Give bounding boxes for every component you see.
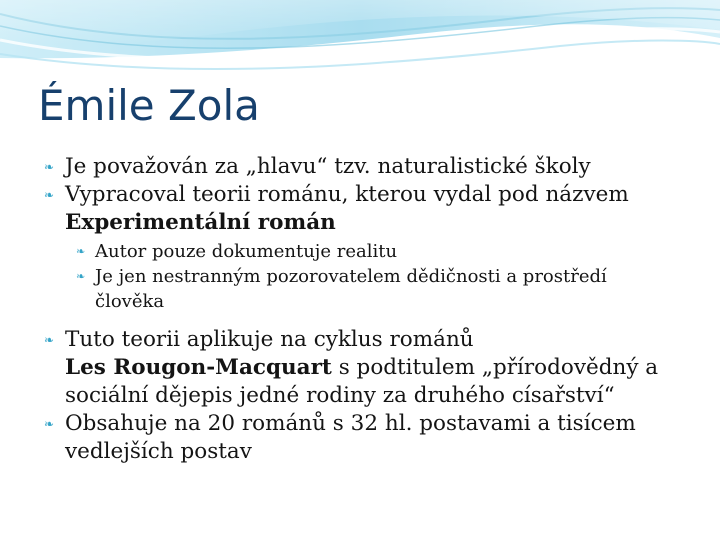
check-flourish-icon: ❧ xyxy=(44,188,55,202)
sub-bullet-item xyxy=(40,239,700,264)
bullet-text: Vypracoval teorii románu, kterou vydal pod názvem xyxy=(65,182,629,207)
bullet-item xyxy=(40,181,700,237)
bullet-text: Obsahuje na 20 románů s 32 hl. postavami a tisícem xyxy=(65,411,636,436)
decorative-wave-banner xyxy=(0,0,720,90)
sub-bullet-text: Autor pouze dokumentuje realitu xyxy=(95,241,398,262)
check-flourish-icon: ❧ xyxy=(44,160,55,174)
bullet-item xyxy=(40,326,700,410)
check-flourish-icon: ❧ xyxy=(76,270,86,283)
bullet-text: Tuto teorii aplikuje na cyklus románů xyxy=(65,327,474,352)
sub-bullet-text: člověka xyxy=(95,291,165,312)
bullet-item xyxy=(40,410,700,466)
bullet-item xyxy=(40,153,700,181)
bullet-bold-text: Les Rougon-Macquart xyxy=(65,355,332,380)
bullet-text: sociální dějepis jedné rodiny za druhého císařství“ xyxy=(65,383,615,408)
bullet-text: vedlejších postav xyxy=(65,439,252,464)
sub-bullet-text: Je jen nestranným pozorovatelem dědičnosti a prostředí xyxy=(95,266,607,287)
bullet-list xyxy=(40,153,700,466)
bullet-text: Je považován za „hlavu“ tzv. naturalistické školy xyxy=(65,154,591,179)
bullet-bold-text: Experimentální román xyxy=(65,210,336,235)
sub-bullet-item xyxy=(40,264,700,314)
bullet-text: s podtitulem „přírodovědný a xyxy=(338,355,659,380)
check-flourish-icon: ❧ xyxy=(76,245,86,258)
slide-title: Émile Zola xyxy=(38,81,260,130)
check-flourish-icon: ❧ xyxy=(44,333,55,347)
check-flourish-icon: ❧ xyxy=(44,417,55,431)
